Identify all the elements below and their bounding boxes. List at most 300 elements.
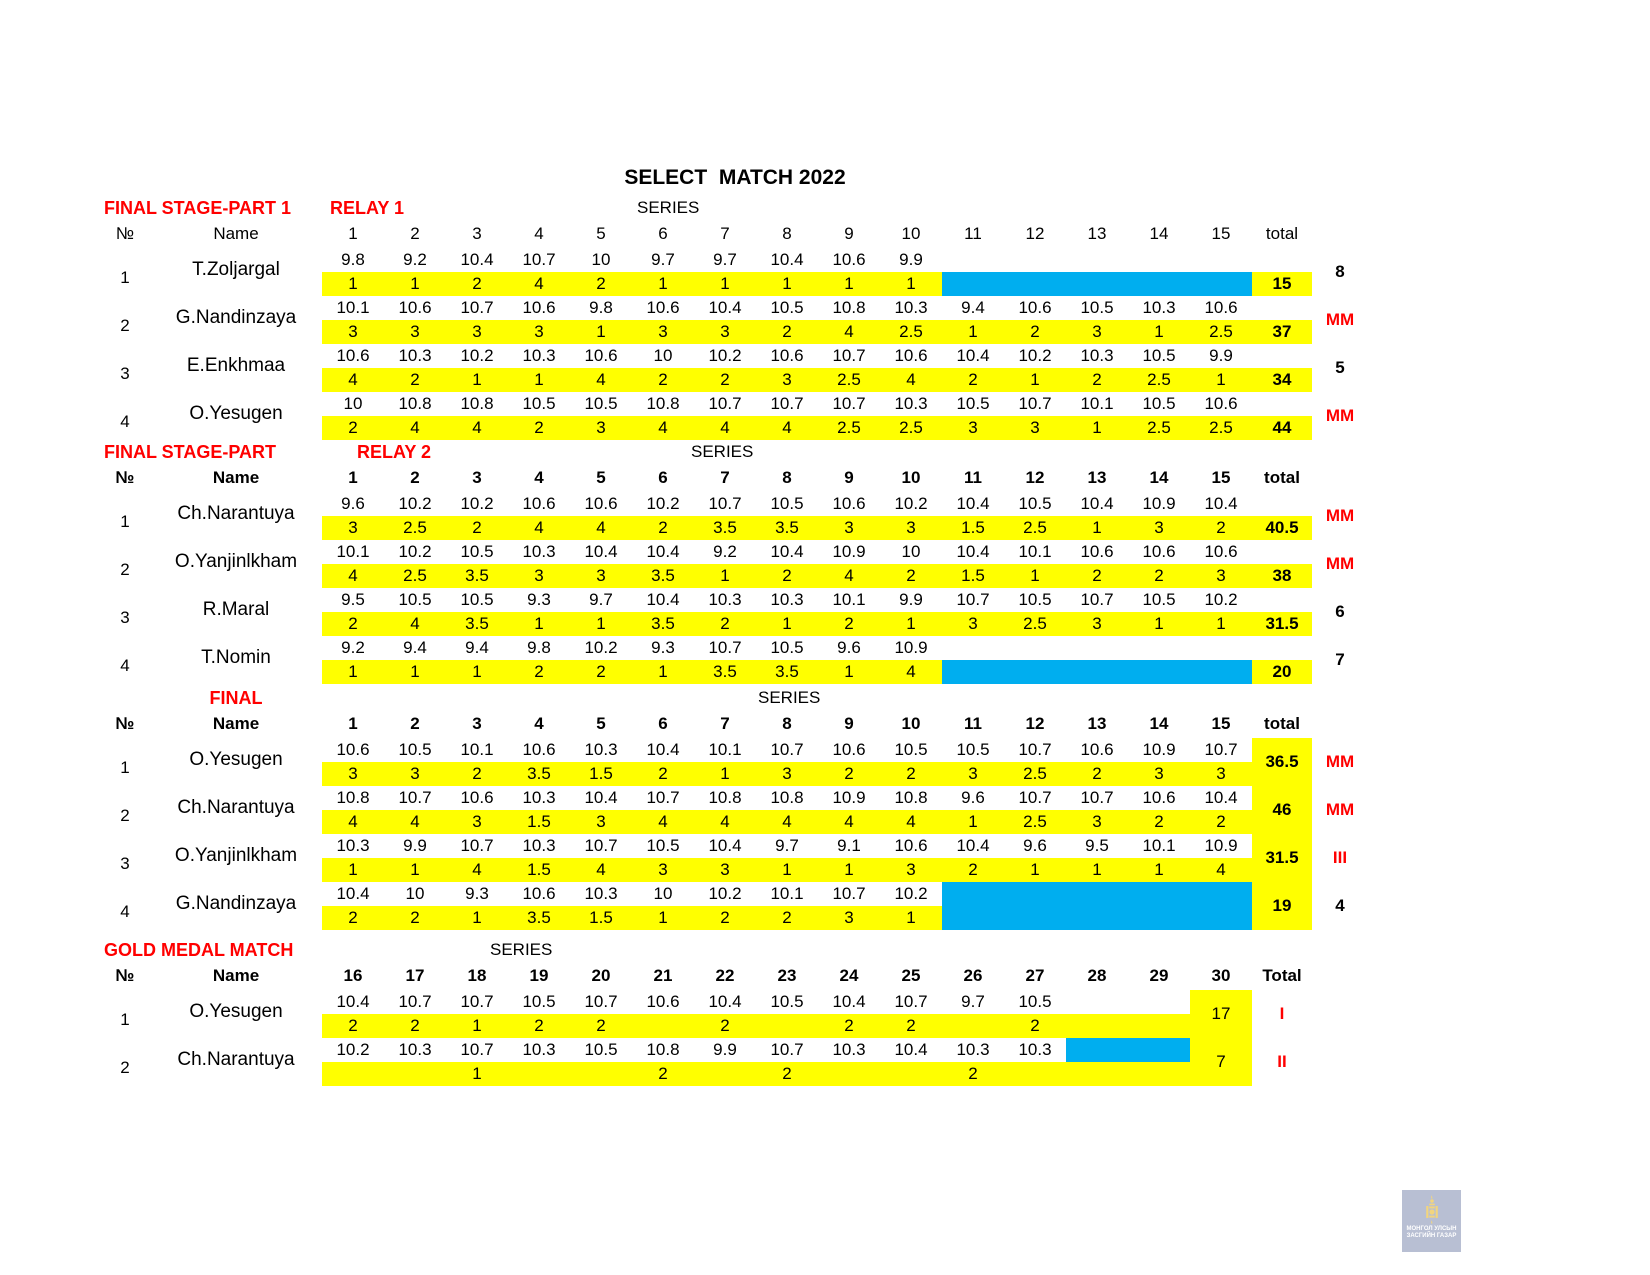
score-cell: 10 — [343, 394, 363, 413]
score-cell: 10.7 — [584, 836, 618, 855]
score-cell: 10.7 — [956, 590, 990, 609]
score-cell: 10.4 — [894, 1040, 928, 1059]
points-cell: 1 — [1030, 566, 1040, 585]
total-header: total — [1265, 224, 1299, 243]
score-cell: 10.5 — [522, 992, 556, 1011]
score-cell: 10.4 — [646, 590, 680, 609]
series-header: 25 — [901, 966, 921, 985]
series-header: 5 — [596, 224, 606, 243]
points-cell: 4 — [534, 518, 544, 537]
series-header: 15 — [1211, 714, 1231, 733]
total-value: 37 — [1272, 322, 1292, 341]
athlete-block — [0, 636, 1650, 684]
score-cell: 10.6 — [336, 740, 370, 759]
score-cell: 10.4 — [1080, 494, 1114, 513]
points-cell: 1 — [472, 662, 482, 681]
score-cell: 9.5 — [341, 590, 365, 609]
score-cell: 10.4 — [336, 884, 370, 903]
points-cell: 1 — [782, 614, 792, 633]
soyombo-icon — [1423, 1194, 1441, 1226]
points-cell: 3.5 — [775, 518, 799, 537]
score-cell: 10.7 — [646, 788, 680, 807]
points-cell: 4 — [348, 566, 358, 585]
points-cell: 3.5 — [527, 764, 551, 783]
points-cell: 1 — [844, 274, 854, 293]
score-cell: 10.7 — [832, 394, 866, 413]
points-cell: 3 — [968, 764, 978, 783]
points-cell: 2.5 — [403, 566, 427, 585]
total-value: 31.5 — [1265, 848, 1299, 867]
points-cell: 1 — [410, 860, 420, 879]
series-header: 3 — [472, 468, 482, 487]
points-cell: 2 — [906, 566, 916, 585]
series-header: 17 — [405, 966, 425, 985]
rank-value: MM — [1325, 752, 1355, 771]
no-header: № — [115, 966, 135, 985]
athlete-block — [0, 248, 1650, 296]
series-header: 9 — [844, 224, 854, 243]
points-cell: 2 — [1154, 812, 1164, 831]
points-cell: 2 — [906, 1016, 916, 1035]
points-cell: 1 — [472, 1016, 482, 1035]
points-cell: 1 — [782, 860, 792, 879]
points-cell: 1 — [1092, 518, 1102, 537]
series-header: 5 — [596, 714, 606, 733]
points-cell: 2.5 — [837, 370, 861, 389]
points-cell: 4 — [472, 860, 482, 879]
series-header: 10 — [901, 468, 921, 487]
score-cell: 10.3 — [956, 1040, 990, 1059]
no-header: № — [115, 224, 135, 243]
points-cell: 1 — [1216, 370, 1226, 389]
score-cell: 9.4 — [403, 638, 427, 657]
points-cell: 4 — [596, 860, 606, 879]
points-cell: 3 — [720, 860, 730, 879]
points-cell: 3.5 — [775, 662, 799, 681]
score-cell: 9.2 — [403, 250, 427, 269]
score-cell: 10.7 — [460, 992, 494, 1011]
rank-value: 6 — [1335, 602, 1345, 621]
score-cell: 10.6 — [894, 346, 928, 365]
athlete-name: O.Yesugen — [189, 403, 283, 424]
section-final — [0, 686, 1650, 930]
points-cell: 2.5 — [1023, 518, 1047, 537]
series-header: 1 — [348, 468, 358, 487]
points-cell: 2 — [658, 370, 668, 389]
rank-value: MM — [1325, 506, 1355, 525]
score-cell: 9.9 — [713, 1040, 737, 1059]
points-cell: 1 — [596, 614, 606, 633]
score-cell: 10.2 — [646, 494, 680, 513]
points-cell: 4 — [410, 614, 420, 633]
points-cell: 2 — [968, 860, 978, 879]
series-header: 2 — [410, 468, 420, 487]
points-cell: 4 — [596, 518, 606, 537]
points-cell: 3 — [782, 764, 792, 783]
points-cell: 4 — [534, 274, 544, 293]
score-cell: 9.4 — [961, 298, 985, 317]
athlete-number: 4 — [120, 902, 130, 921]
points-cell: 2 — [1030, 1016, 1040, 1035]
athlete-number: 3 — [120, 854, 130, 873]
section-header-row — [0, 938, 1650, 962]
score-cell: 10.7 — [1018, 740, 1052, 759]
series-header: 8 — [782, 468, 792, 487]
name-header: Name — [212, 468, 260, 487]
points-cell: 2 — [1154, 566, 1164, 585]
score-cell: 10.4 — [956, 494, 990, 513]
points-cell: 4 — [844, 566, 854, 585]
athlete-number: 3 — [120, 364, 130, 383]
points-cell: 2.5 — [1023, 614, 1047, 633]
points-cell: 2 — [348, 418, 358, 437]
score-cell: 10.5 — [1018, 590, 1052, 609]
score-cell: 10.5 — [770, 494, 804, 513]
score-cell: 9.9 — [899, 590, 923, 609]
athlete-name: Ch.Narantuya — [177, 1049, 295, 1070]
points-cell: 4 — [472, 418, 482, 437]
series-label: SERIES — [691, 442, 754, 461]
points-cell: 3.5 — [651, 614, 675, 633]
name-header: Name — [212, 714, 260, 733]
score-cell: 10.4 — [646, 542, 680, 561]
score-cell: 10.3 — [398, 346, 432, 365]
points-cell: 1 — [968, 812, 978, 831]
score-cell: 10.4 — [336, 992, 370, 1011]
score-cell: 10.3 — [522, 1040, 556, 1059]
points-cell: 2 — [844, 614, 854, 633]
score-cell: 10.1 — [1080, 394, 1114, 413]
points-cell: 3.5 — [527, 908, 551, 927]
score-cell: 10.6 — [522, 740, 556, 759]
score-cell: 10.9 — [1142, 494, 1176, 513]
score-cell: 10.7 — [770, 394, 804, 413]
points-cell: 1 — [472, 1064, 482, 1083]
athlete-number: 4 — [120, 412, 130, 431]
score-cell: 10.1 — [460, 740, 494, 759]
page-title: SELECT MATCH 2022 — [624, 166, 846, 189]
points-cell: 3 — [968, 418, 978, 437]
points-cell: 1 — [1154, 860, 1164, 879]
score-cell: 10.3 — [522, 346, 556, 365]
score-cell: 10.5 — [584, 1040, 618, 1059]
points-cell: 2 — [844, 1016, 854, 1035]
score-cell: 10.3 — [770, 590, 804, 609]
series-header: 20 — [591, 966, 611, 985]
score-cell: 10.6 — [832, 494, 866, 513]
series-header: 9 — [844, 714, 854, 733]
score-cell: 10.4 — [956, 542, 990, 561]
score-cell: 10.4 — [646, 740, 680, 759]
name-header: Name — [212, 966, 260, 985]
score-cell: 10.6 — [1080, 542, 1114, 561]
series-header: 9 — [844, 468, 854, 487]
score-cell: 10.4 — [832, 992, 866, 1011]
points-cell: 2 — [720, 614, 730, 633]
score-cell: 10.1 — [336, 542, 370, 561]
rank-value: II — [1277, 1052, 1287, 1071]
score-cell: 10.6 — [522, 494, 556, 513]
score-cell: 10.6 — [1018, 298, 1052, 317]
score-cell: 10.7 — [1080, 590, 1114, 609]
stage-label: FINAL STAGE-PART — [104, 442, 276, 462]
series-header: 13 — [1087, 468, 1107, 487]
athlete-name: G.Nandinzaya — [175, 307, 297, 328]
score-cell: 10.7 — [770, 740, 804, 759]
series-header: 11 — [964, 468, 982, 487]
score-cell: 10.2 — [1018, 346, 1052, 365]
empty-series-block — [942, 660, 1252, 684]
points-cell: 1 — [968, 322, 978, 341]
score-cell: 10.6 — [336, 346, 370, 365]
score-cell: 10.5 — [398, 590, 432, 609]
total-value: 34 — [1272, 370, 1292, 389]
points-cell: 3 — [720, 322, 730, 341]
points-cell: 2 — [534, 418, 544, 437]
column-header-row — [0, 712, 1650, 736]
points-cell: 1.5 — [589, 764, 613, 783]
points-cell: 4 — [844, 812, 854, 831]
series-header: 23 — [777, 966, 797, 985]
points-cell: 3 — [596, 418, 606, 437]
points-cell: 3 — [472, 322, 482, 341]
score-cell: 10.5 — [770, 638, 804, 657]
score-cell: 10.3 — [832, 1040, 866, 1059]
score-cell: 10.3 — [584, 884, 618, 903]
score-cell: 10.6 — [894, 836, 928, 855]
score-cell: 10.4 — [460, 250, 494, 269]
points-cell: 3.5 — [651, 566, 675, 585]
section-gold-medal — [0, 938, 1650, 1086]
score-cell: 10.2 — [584, 638, 618, 657]
points-cell: 2 — [410, 908, 420, 927]
score-cell: 9.7 — [651, 250, 675, 269]
score-cell: 10.3 — [1142, 298, 1176, 317]
series-header: 15 — [1211, 224, 1231, 243]
series-header: 1 — [348, 714, 358, 733]
athlete-number: 2 — [120, 316, 130, 335]
score-cell: 10.1 — [1142, 836, 1176, 855]
points-cell: 4 — [410, 812, 420, 831]
athlete-number: 1 — [120, 268, 130, 287]
stage-label: FINAL — [209, 688, 263, 708]
athlete-name: T.Zoljargal — [192, 259, 280, 280]
score-cell: 10.2 — [894, 494, 928, 513]
points-cell: 3 — [782, 370, 792, 389]
points-cell: 4 — [596, 370, 606, 389]
score-cell: 10.2 — [894, 884, 928, 903]
score-cell: 10.5 — [1018, 494, 1052, 513]
points-cell: 1 — [534, 614, 544, 633]
athlete-block — [0, 392, 1650, 440]
points-cell: 4 — [844, 322, 854, 341]
points-cell: 3 — [658, 860, 668, 879]
points-cell: 3 — [534, 322, 544, 341]
points-cell: 2 — [844, 764, 854, 783]
athlete-number: 3 — [120, 608, 130, 627]
series-header: 24 — [839, 966, 859, 985]
series-header: 7 — [720, 224, 730, 243]
score-cell: 10.6 — [522, 884, 556, 903]
score-cell: 10.9 — [832, 788, 866, 807]
score-cell: 9.5 — [1085, 836, 1109, 855]
athlete-name: G.Nandinzaya — [175, 893, 297, 914]
relay-label: RELAY 1 — [330, 198, 405, 218]
athlete-number: 1 — [120, 758, 130, 777]
points-cell: 3.5 — [465, 614, 489, 633]
athlete-name: Ch.Narantuya — [177, 797, 295, 818]
athlete-name: O.Yesugen — [189, 1001, 283, 1022]
score-cell: 10.7 — [1018, 394, 1052, 413]
series-header: 6 — [658, 714, 668, 733]
score-cell: 10.5 — [894, 740, 928, 759]
series-header: 1 — [348, 224, 358, 243]
series-header: 7 — [720, 468, 730, 487]
athlete-number: 2 — [120, 806, 130, 825]
score-cell: 10.2 — [460, 494, 494, 513]
government-logo — [1402, 1190, 1461, 1252]
score-cell: 10.5 — [1080, 298, 1114, 317]
series-header: 4 — [534, 468, 544, 487]
points-cell: 1 — [1030, 860, 1040, 879]
points-cell: 2 — [1216, 518, 1226, 537]
points-cell: 4 — [782, 812, 792, 831]
score-cell: 10.6 — [1204, 298, 1238, 317]
points-cell: 2 — [1092, 764, 1102, 783]
score-cell: 10.7 — [460, 836, 494, 855]
series-header: 30 — [1211, 966, 1231, 985]
series-header: 8 — [782, 714, 792, 733]
score-cell: 9.8 — [527, 638, 551, 657]
series-header: 12 — [1025, 468, 1045, 487]
score-cell: 10.8 — [708, 788, 742, 807]
series-header: 15 — [1211, 468, 1231, 487]
points-cell: 1 — [410, 662, 420, 681]
score-cell: 10.8 — [646, 1040, 680, 1059]
score-cell: 10.7 — [832, 346, 866, 365]
series-header: 21 — [653, 966, 673, 985]
points-cell: 2 — [782, 908, 792, 927]
points-cell: 4 — [658, 812, 668, 831]
score-cell: 10.6 — [1142, 542, 1176, 561]
points-cell: 2 — [658, 518, 668, 537]
score-cell: 10.5 — [646, 836, 680, 855]
points-cell: 2 — [968, 1064, 978, 1083]
series-header: 29 — [1149, 966, 1169, 985]
score-cell: 10.6 — [1142, 788, 1176, 807]
points-cell: 4 — [906, 662, 916, 681]
score-cell: 10.6 — [646, 992, 680, 1011]
points-cell: 1 — [1030, 370, 1040, 389]
athlete-block — [0, 834, 1650, 882]
stage-label: GOLD MEDAL MATCH — [104, 940, 294, 960]
athlete-name: O.Yanjinlkham — [174, 551, 298, 572]
athlete-block — [0, 296, 1650, 344]
score-cell: 10.8 — [460, 394, 494, 413]
rank-value: 7 — [1335, 650, 1345, 669]
points-cell: 2 — [348, 908, 358, 927]
score-cell: 10.4 — [708, 836, 742, 855]
points-cell: 2.5 — [1209, 322, 1233, 341]
points-cell: 3 — [1092, 614, 1102, 633]
score-cell: 9.7 — [775, 836, 799, 855]
points-cell: 1 — [720, 274, 730, 293]
points-cell: 1.5 — [527, 860, 551, 879]
score-cell: 10.6 — [832, 740, 866, 759]
points-cell: 2 — [472, 518, 482, 537]
score-cell: 10.4 — [770, 250, 804, 269]
total-value: 36.5 — [1265, 752, 1299, 771]
total-value: 31.5 — [1265, 614, 1299, 633]
athlete-name: O.Yanjinlkham — [174, 845, 298, 866]
points-cell: 3 — [1216, 566, 1226, 585]
athlete-block — [0, 1038, 1650, 1086]
points-cell: 2 — [720, 1016, 730, 1035]
points-cell: 2 — [782, 566, 792, 585]
score-cell: 10.9 — [1142, 740, 1176, 759]
section-relay2 — [0, 440, 1650, 684]
score-cell: 10.8 — [646, 394, 680, 413]
score-cell: 9.7 — [713, 250, 737, 269]
series-header: 12 — [1025, 224, 1045, 243]
column-header-row — [0, 222, 1650, 246]
points-cell: 2 — [1216, 812, 1226, 831]
total-header: total — [1264, 714, 1300, 733]
points-cell: 1 — [1216, 614, 1226, 633]
score-cell: 10.5 — [1142, 394, 1176, 413]
score-cell: 10.7 — [460, 1040, 494, 1059]
score-cell: 10.9 — [894, 638, 928, 657]
name-header: Name — [213, 224, 259, 243]
points-cell: 1 — [410, 274, 420, 293]
points-cell: 1.5 — [589, 908, 613, 927]
total-value: 20 — [1272, 662, 1292, 681]
score-cell: 10.4 — [584, 788, 618, 807]
score-cell: 9.9 — [403, 836, 427, 855]
rank-value: I — [1279, 1004, 1285, 1023]
score-cell: 10.6 — [584, 494, 618, 513]
points-cell: 2 — [534, 662, 544, 681]
points-cell: 2 — [782, 1064, 792, 1083]
score-cell: 10.3 — [398, 1040, 432, 1059]
points-cell: 2 — [782, 322, 792, 341]
series-header: 7 — [720, 714, 730, 733]
score-cell: 10.1 — [832, 590, 866, 609]
athlete-block — [0, 786, 1650, 834]
points-cell: 1 — [1092, 418, 1102, 437]
series-header: 16 — [343, 966, 363, 985]
rank-value: MM — [1325, 310, 1355, 329]
points-cell: 4 — [658, 418, 668, 437]
points-cell: 2.5 — [899, 418, 923, 437]
score-cell: 10.4 — [708, 298, 742, 317]
score-cell: 10.7 — [398, 788, 432, 807]
series-header: 3 — [472, 224, 482, 243]
score-cell: 10.6 — [832, 250, 866, 269]
stage-label: FINAL STAGE-PART 1 — [104, 198, 292, 218]
points-cell: 2 — [348, 614, 358, 633]
points-cell: 1 — [1154, 322, 1164, 341]
total-value: 15 — [1272, 274, 1292, 293]
athlete-number: 1 — [120, 512, 130, 531]
score-cell: 10.7 — [770, 1040, 804, 1059]
score-cell: 10.7 — [584, 992, 618, 1011]
points-cell: 3 — [1154, 764, 1164, 783]
score-cell: 10.4 — [770, 542, 804, 561]
series-header: 14 — [1149, 714, 1169, 733]
empty-series-block — [942, 272, 1252, 296]
athlete-block — [0, 344, 1650, 392]
